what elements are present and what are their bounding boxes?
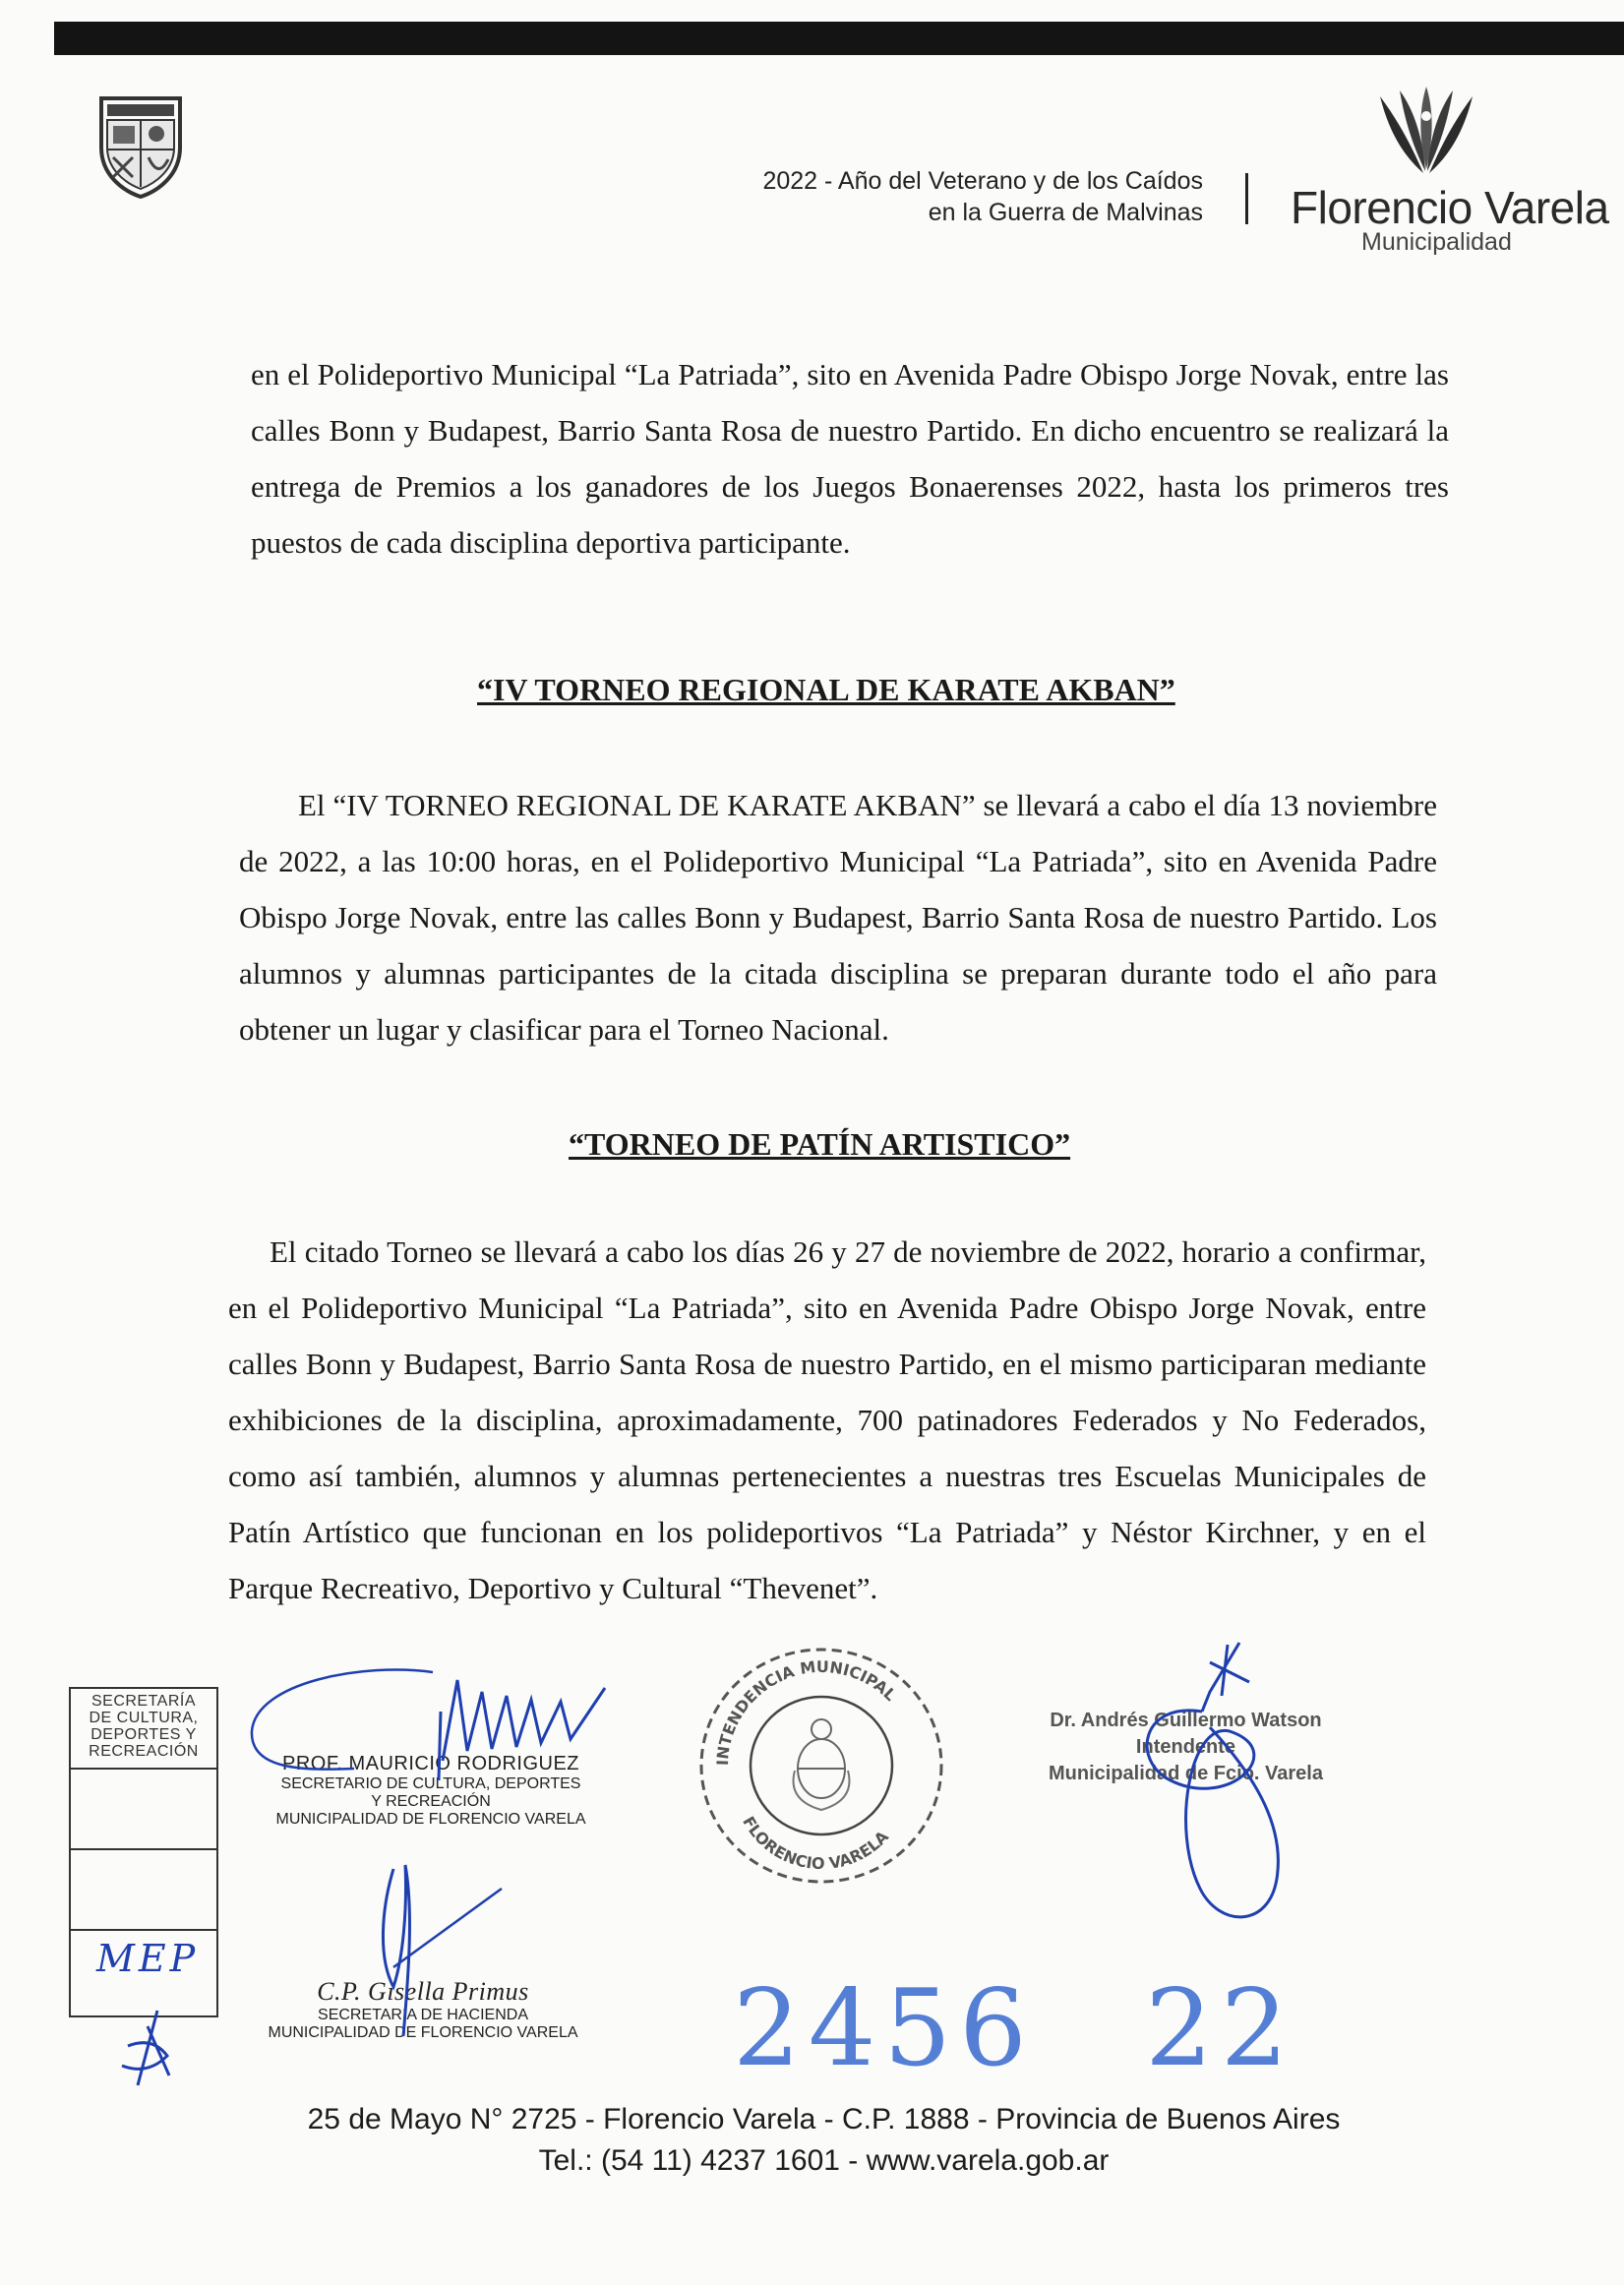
motto-line-1: 2022 - Año del Veterano y de los Caídos: [762, 167, 1203, 195]
page-footer: [0, 2099, 1624, 2182]
signatory-name: PROF. MAURICIO RODRIGUEZ: [281, 1753, 579, 1774]
approval-box-cell: [71, 1770, 216, 1850]
signature-block-hacienda: [236, 1977, 610, 2042]
brand-name: Florencio Varela: [1291, 182, 1609, 233]
footer-address: 25 de Mayo N° 2725 - Florencio Varela - C.P. 1888 - Provincia de Buenos Aires: [307, 2103, 1341, 2135]
approval-line: SECRETARÍA: [90, 1693, 197, 1710]
signature-block-cultura: [254, 1753, 608, 1829]
approval-line: DEPORTES Y: [90, 1726, 197, 1743]
footer-contact: Tel.: (54 11) 4237 1601 - www.varela.gob.ar: [538, 2144, 1110, 2177]
initials-scribble: [108, 2007, 187, 2095]
approval-box-cell: [71, 1850, 216, 1931]
paragraph-3: El citado Torneo se llevará a cabo los días 26 y 27 de noviembre de 2022, horario a confirmar, en el Polideportivo Municipal “La Patriada”, sito en Avenida Padre Obispo Jorge Novak, entre calles Bonn y Budapest, Barrio Santa Rosa de nuestro Partido, en el mismo participaran mediante exhibiciones de la disciplina, aproximadamente, 700 patinadores Federados y No Federados, como así también, alumnos y alumnas pertenecientes a nuestras tres Escuelas Municipales de Patín Artístico que funcionan en los polideportivos “La Patriada” y Néstor Kirchner, y en el Parque Recreativo, Deportivo y Cultural “Thevenet”.: [228, 1234, 1426, 1605]
expediente-stamp-number: 2456 22: [733, 1967, 1296, 2090]
approval-box-header: [71, 1689, 216, 1770]
signatory-name: C.P. Gisella Primus: [317, 1977, 529, 2006]
signatory-role: SECRETARIA DE HACIENDA: [318, 2007, 528, 2023]
approval-box-initials-cell: [71, 1931, 216, 2012]
motto-line-2: en la Guerra de Malvinas: [928, 199, 1203, 226]
seal-top-text: INTENDENCIA MUNICIPAL: [712, 1656, 900, 1767]
signatory-name: Dr. Andrés Guillermo Watson: [1050, 1710, 1322, 1731]
signatory-organization: MUNICIPALIDAD DE FLORENCIO VARELA: [268, 2024, 578, 2041]
florencio-varela-logo-icon: [1372, 87, 1480, 177]
signatory-role: Intendente: [1135, 1736, 1236, 1758]
section-heading-karate: “IV TORNEO REGIONAL DE KARATE AKBAN”: [477, 672, 1175, 707]
seal-bottom-text: FLORENCIO VARELA: [739, 1813, 893, 1874]
header-divider: [1245, 173, 1248, 224]
section-heading-patin: “TORNEO DE PATÍN ARTISTICO”: [569, 1126, 1071, 1162]
top-border-bar: [54, 22, 1624, 55]
brand-subtitle: Municipalidad: [1361, 228, 1512, 256]
paragraph-1: en el Polideportivo Municipal “La Patriada”, sito en Avenida Padre Obispo Jorge Novak, entre las calles Bonn y Budapest, Barrio Santa Rosa de nuestro Partido. En dicho encuentro se realizará la entrega de Premios a los ganadores de los Juegos Bonaerenses 2022, hasta los primeros tres puestos de cada disciplina deportiva participante.: [251, 357, 1449, 560]
signatory-role: Y RECREACIÓN: [371, 1793, 491, 1810]
approval-line: RECREACIÓN: [89, 1743, 199, 1760]
year-motto: [762, 165, 1203, 228]
approval-line: DE CULTURA,: [89, 1710, 199, 1726]
handwritten-initials: MEP: [96, 1937, 200, 1980]
signatory-organization: MUNICIPALIDAD DE FLORENCIO VARELA: [275, 1811, 586, 1828]
signatory-organization: Municipalidad de Fcio. Varela: [1049, 1763, 1323, 1784]
coat-of-arms-icon: [93, 89, 188, 199]
approval-box: [69, 1687, 218, 2017]
municipal-seal: [679, 1633, 964, 1889]
signature-block-intendente: [1049, 1708, 1323, 1787]
signatory-role: SECRETARIO DE CULTURA, DEPORTES: [280, 1775, 581, 1792]
paragraph-2: El “IV TORNEO REGIONAL DE KARATE AKBAN” se llevará a cabo el día 13 noviembre de 2022, a las 10:00 horas, en el Polideportivo Municipal “La Patriada”, sito en Avenida Padre Obispo Jorge Novak, entre las calles Bonn y Budapest, Barrio Santa Rosa de nuestro Partido. Los alumnos y alumnas participantes de la citada disciplina se preparan durante todo el año para obtener un lugar y clasificar para el Torneo Nacional.: [239, 788, 1437, 1047]
